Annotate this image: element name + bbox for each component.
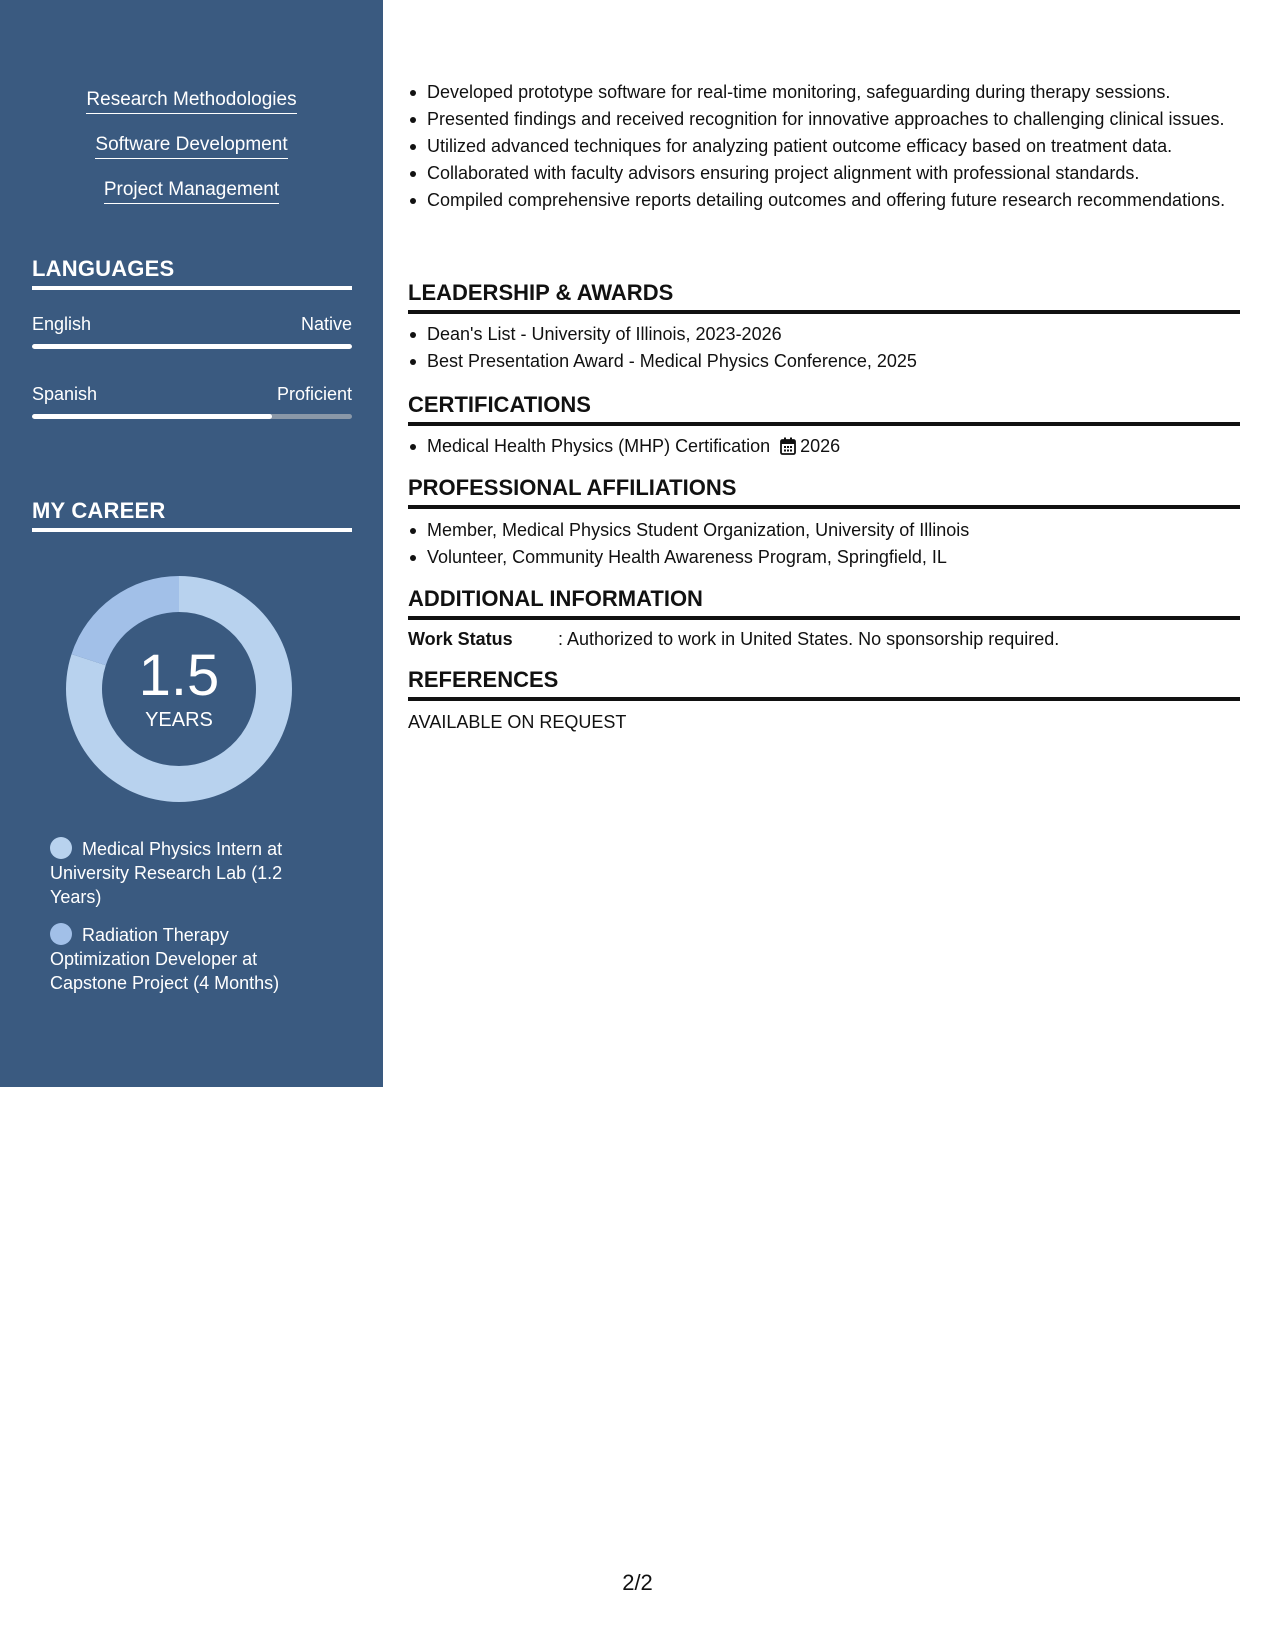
language-name: English (32, 314, 92, 334)
list-item: Dean's List - University of Illinois, 2023-2026 (408, 322, 1240, 346)
leadership-list (408, 322, 1240, 376)
language-name: Spanish (32, 384, 98, 404)
career-dot (50, 923, 72, 945)
career-unit: YEARS (145, 709, 213, 731)
career-dot (50, 837, 72, 859)
experience-bullets (408, 80, 1240, 215)
languages-heading: LANGUAGES (32, 256, 352, 290)
career-heading: MY CAREER (32, 498, 352, 532)
list-item: Collaborated with faculty advisors ensuring project alignment with professional standards. (408, 161, 1240, 185)
list-item: Presented findings and received recognition for innovative approaches to challenging clinical issues. (408, 107, 1240, 131)
work-status-value: : Authorized to work in United States. No sponsorship required. (558, 629, 1060, 649)
career-total: 1.5 (138, 643, 220, 708)
list-item: Medical Health Physics (MHP) Certification 2026 (408, 434, 1240, 458)
certifications-list (408, 434, 1240, 461)
list-item: Best Presentation Award - Medical Physics Conference, 2025 (408, 349, 1240, 373)
references-heading: REFERENCES (408, 666, 1240, 701)
skill-item: Research Methodologies (0, 88, 383, 114)
career-donut-chart (66, 576, 292, 802)
career-item: Radiation Therapy Optimization Developer at Capstone Project (4 Months) (50, 925, 280, 993)
language-bar (32, 414, 352, 419)
career-item: Medical Physics Intern at University Research Lab (1.2 Years) (50, 839, 283, 907)
list-item: Developed prototype software for real-time monitoring, safeguarding during therapy sessions. (408, 80, 1240, 104)
certification-year: 2026 (800, 436, 841, 456)
page-number: 2/2 (622, 1570, 653, 1595)
language-bar (32, 344, 352, 349)
references-text: AVAILABLE ON REQUEST (408, 712, 627, 732)
donut-center (66, 576, 292, 802)
list-item: Volunteer, Community Health Awareness Program, Springfield, IL (408, 545, 1240, 569)
skill-item: Software Development (0, 133, 383, 159)
skill-item: Project Management (0, 178, 383, 204)
work-status-label: Work Status (408, 629, 513, 649)
certifications-heading: CERTIFICATIONS (408, 391, 1240, 426)
work-status-row (408, 627, 1240, 651)
list-item: Compiled comprehensive reports detailing outcomes and offering future research recommendations. (408, 188, 1240, 212)
language-bar-fill (32, 344, 352, 349)
language-row (32, 314, 352, 335)
leadership-heading: LEADERSHIP & AWARDS (408, 279, 1240, 314)
language-row (32, 384, 352, 405)
language-level: Native (300, 314, 352, 334)
list-item: Member, Medical Physics Student Organization, University of Illinois (408, 518, 1240, 542)
language-level: Proficient (276, 384, 352, 404)
language-bar-fill (32, 414, 272, 419)
calendar-icon (780, 437, 796, 455)
list-item: Utilized advanced techniques for analyzing patient outcome efficacy based on treatment data. (408, 134, 1240, 158)
sidebar (0, 0, 383, 1087)
affiliations-list (408, 518, 1240, 572)
additional-heading: ADDITIONAL INFORMATION (408, 585, 1240, 620)
affiliations-heading: PROFESSIONAL AFFILIATIONS (408, 474, 1240, 509)
